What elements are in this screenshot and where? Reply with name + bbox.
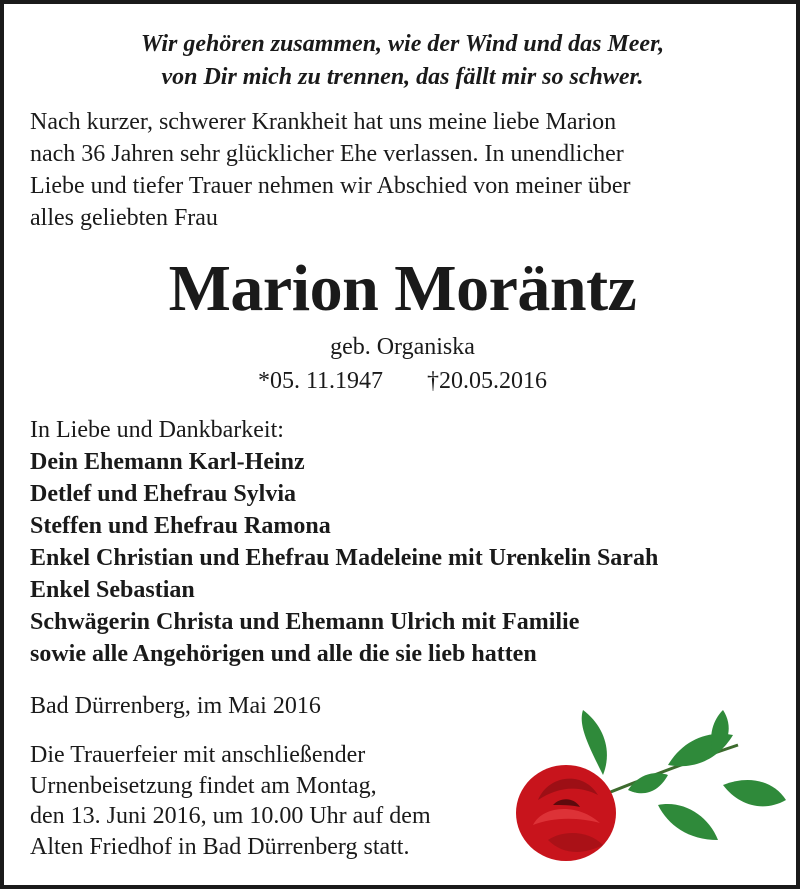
service-line: Urnenbeisetzung findet am Montag, (30, 772, 377, 799)
rose-leaf (723, 780, 786, 806)
rose-leaf (658, 804, 718, 840)
mourner-entry: Enkel Sebastian (30, 577, 195, 603)
mourner-entry: sowie alle Angehörigen und alle die sie lieb hatten (30, 641, 537, 667)
intro-text (30, 106, 775, 234)
service-line: Die Trauerfeier mit anschließender (30, 742, 366, 768)
mourner-entry: Dein Ehemann Karl-Heinz (30, 449, 305, 475)
place-and-date: Bad Dürrenberg, im Mai 2016 (30, 693, 321, 719)
motto-verse (30, 28, 775, 94)
mourner-entry: Schwägerin Christa und Ehemann Ulrich mit Familie (30, 609, 580, 635)
intro-line: Liebe und tiefer Trauer nehmen wir Abschied von meiner über (30, 173, 631, 199)
motto-line: Wir gehören zusammen, wie der Wind und das Meer, (140, 31, 665, 57)
maiden-name: geb. Organiska (330, 334, 475, 360)
motto-line: von Dir mich zu trennen, das fällt mir so schwer. (161, 64, 644, 90)
mourner-entry: Detlef und Ehefrau Sylvia (30, 481, 297, 507)
mourner-entry: Steffen und Ehefrau Ramona (30, 513, 331, 539)
mourners-lead: In Liebe und Dankbarkeit: (30, 417, 284, 443)
intro-line: Nach kurzer, schwerer Krankheit hat uns meine liebe Marion (30, 109, 617, 135)
funeral-service-info (30, 740, 530, 862)
death-date: †20.05.2016 (427, 368, 548, 394)
mourners-list (30, 414, 775, 670)
rose-leaf (582, 710, 607, 775)
rose-leaf (628, 773, 668, 793)
birth-date: *05. 11.1947 (257, 368, 384, 394)
service-line: Alten Friedhof in Bad Dürrenberg statt. (30, 833, 410, 860)
service-line: den 13. Juni 2016, um 10.00 Uhr auf dem (30, 803, 431, 829)
mourner-entry: Enkel Christian und Ehefrau Madeleine mit Urenkelin Sarah (30, 545, 659, 571)
deceased-name: Marion Moräntz (168, 252, 637, 325)
intro-line: nach 36 Jahren sehr glücklicher Ehe verlassen. In unendlicher (30, 141, 624, 167)
intro-line: alles geliebten Frau (30, 205, 218, 231)
life-dates (30, 364, 775, 398)
rose-icon (508, 705, 788, 865)
